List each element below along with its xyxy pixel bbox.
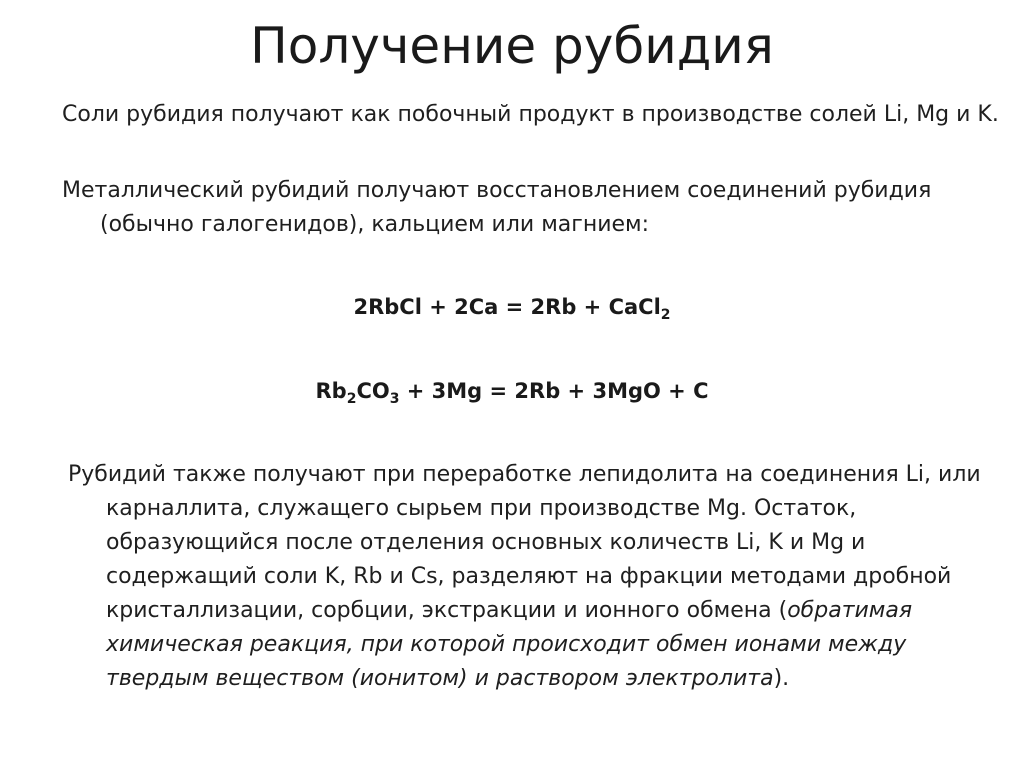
paragraph-lepidolite (68, 458, 1006, 696)
formula-part: + 3Mg = 2Rb + 3MgO + C (399, 379, 709, 403)
formula-part: CO (356, 379, 390, 403)
formula-rbcl-ca (0, 292, 1024, 322)
formula-rb2co3-mg (0, 376, 1024, 406)
slide-title: Получение рубидия (250, 17, 774, 75)
formula-subscript: 2 (660, 307, 671, 323)
paragraph-text: Рубидий также получают при переработке лепидолита на соединения Li, или карналлита, служащего сырьем при производстве Mg. Остаток, образующийся после отделения основных количеств Li, K и Mg и содержащий соли K, Rb и Cs, разделяют на фракции методами дробной кристаллизации, сорбции, экстракции и ионного обмена ( (68, 462, 981, 623)
paragraph-metal-reduction: Металлический рубидий получают восстановлением соединений рубидия (обычно галогенидов), кальцием или магнием: (62, 178, 932, 237)
formula-subscript: 3 (389, 391, 400, 407)
paragraph-end: ). (773, 666, 790, 691)
formula-text: 2RbCl + 2Ca = 2Rb + CaCl (353, 295, 661, 319)
ion-exchange-definition: обратимая химическая реакция, при которой происходит обмен ионами между твердым веществом (ионитом) и раствором электролита (106, 598, 913, 691)
formula-part: Rb (315, 379, 347, 403)
paragraph-salts: Соли рубидия получают как побочный продукт в производстве солей Li, Mg и K. (62, 102, 999, 127)
formula-subscript: 2 (346, 391, 357, 407)
